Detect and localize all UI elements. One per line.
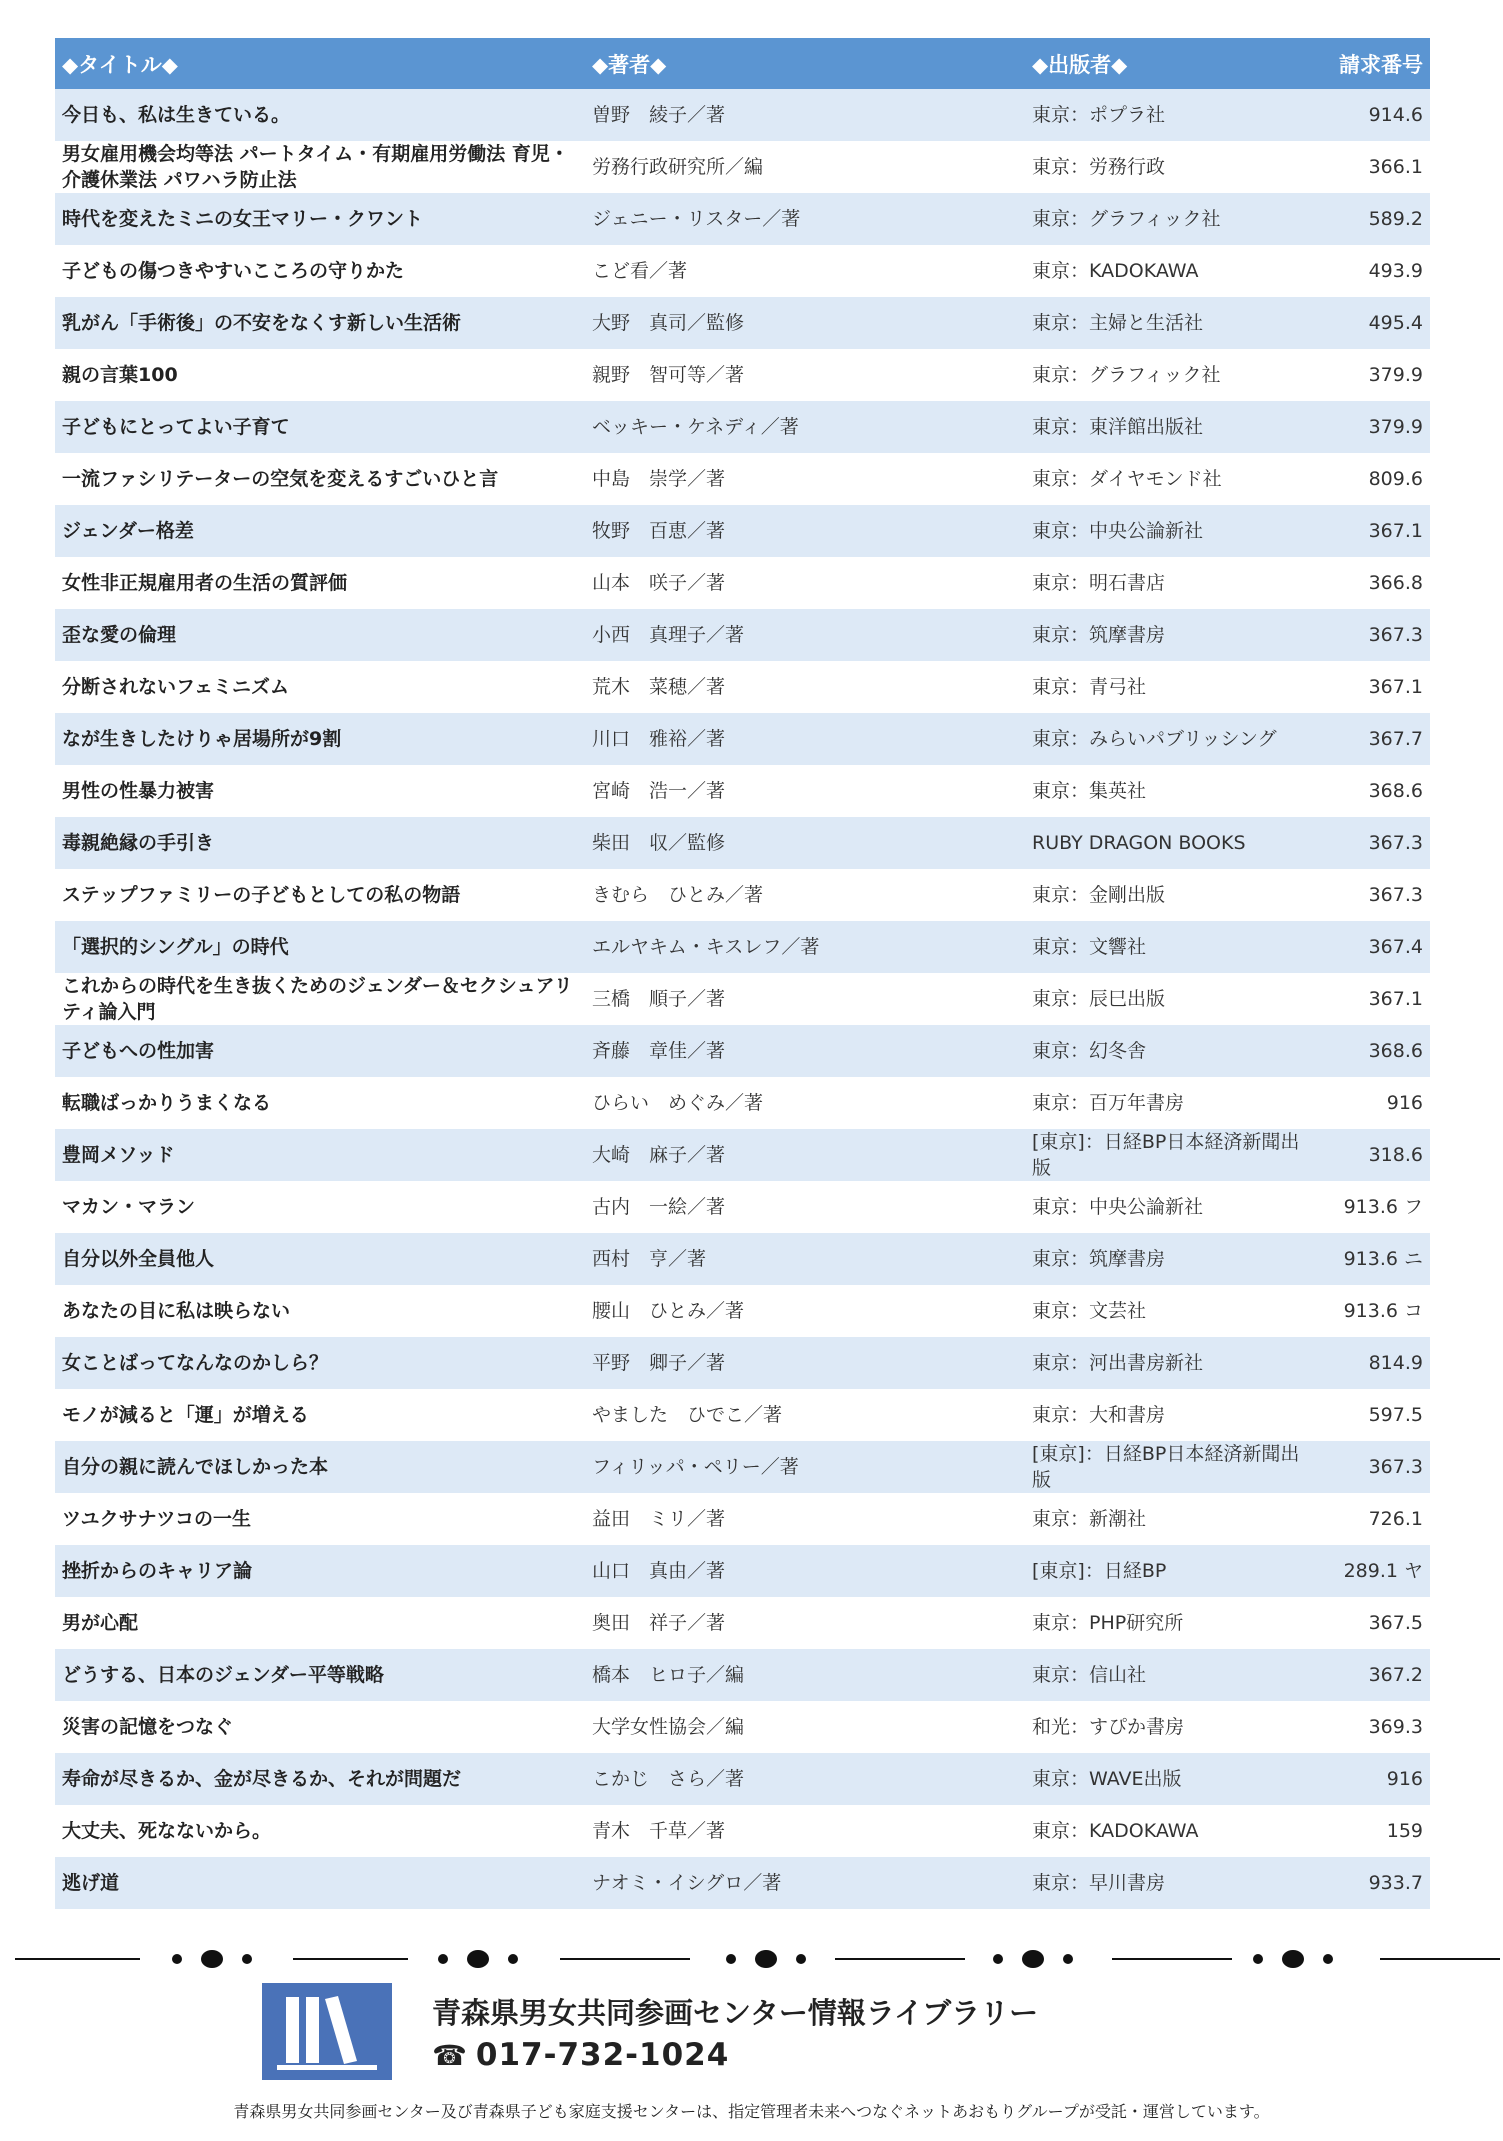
table-row [55, 557, 1430, 609]
cell-author: 荒木 菜穂／著 [585, 661, 1025, 713]
cell-title: 毒親絶縁の手引き [55, 817, 585, 869]
cell-publisher: 東京：労務行政 [1025, 141, 1320, 193]
cell-publisher: 東京：中央公論新社 [1025, 1181, 1320, 1233]
cell-title: 一流ファシリテーターの空気を変えるすごいひと言 [55, 453, 585, 505]
cell-call: 368.6 [1320, 1025, 1430, 1077]
cell-publisher: 東京：KADOKAWA [1025, 245, 1320, 297]
cell-title: 親の言葉100 [55, 349, 585, 401]
book-list-table [55, 38, 1430, 1909]
cell-call: 814.9 [1320, 1337, 1430, 1389]
table-body [55, 89, 1430, 1909]
table-row [55, 297, 1430, 349]
cell-call: 369.3 [1320, 1701, 1430, 1753]
cell-call: 379.9 [1320, 349, 1430, 401]
table-row [55, 1753, 1430, 1805]
cell-author: 川口 雅裕／著 [585, 713, 1025, 765]
table-row [55, 1649, 1430, 1701]
cell-author: 宮崎 浩一／著 [585, 765, 1025, 817]
cell-publisher: [東京]：日経BP [1025, 1545, 1320, 1597]
cell-title: 自分以外全員他人 [55, 1233, 585, 1285]
cell-title: 自分の親に読んでほしかった本 [55, 1441, 585, 1493]
cell-title: 時代を変えたミニの女王マリー・クワント [55, 193, 585, 245]
cell-author: ひらい めぐみ／著 [585, 1077, 1025, 1129]
cell-title: 男性の性暴力被害 [55, 765, 585, 817]
cell-publisher: 東京：主婦と生活社 [1025, 297, 1320, 349]
cell-author: 橋本 ヒロ子／編 [585, 1649, 1025, 1701]
cell-title: 乳がん「手術後」の不安をなくす新しい生活術 [55, 297, 585, 349]
cell-call: 589.2 [1320, 193, 1430, 245]
cell-publisher: 東京：WAVE出版 [1025, 1753, 1320, 1805]
operator-note: 青森県男女共同参画センター及び青森県子ども家庭支援センターは、指定管理者未来へつなぐネットあおもりグループが受託・運営しています。 [233, 2102, 1270, 2121]
cell-author: 青木 千草／著 [585, 1805, 1025, 1857]
table-row [55, 1129, 1430, 1181]
cell-author: 大学女性協会／編 [585, 1701, 1025, 1753]
table-row [55, 401, 1430, 453]
cell-call: 913.6 ニ [1320, 1233, 1430, 1285]
table-row [55, 973, 1430, 1025]
table-row [55, 765, 1430, 817]
cell-author: 腰山 ひとみ／著 [585, 1285, 1025, 1337]
table-row [55, 1493, 1430, 1545]
cell-title: 子どもにとってよい子育て [55, 401, 585, 453]
cell-call: 367.3 [1320, 817, 1430, 869]
cell-publisher: [東京]：日経BP日本経済新聞出版 [1025, 1129, 1320, 1181]
cell-author: ナオミ・イシグロ／著 [585, 1857, 1025, 1909]
table-row [55, 713, 1430, 765]
cell-call: 318.6 [1320, 1129, 1430, 1181]
cell-call: 367.4 [1320, 921, 1430, 973]
cell-publisher: 東京：筑摩書房 [1025, 609, 1320, 661]
cell-call: 367.7 [1320, 713, 1430, 765]
cell-title: 子どもへの性加害 [55, 1025, 585, 1077]
table-row [55, 349, 1430, 401]
phone-icon: ☎ [432, 2039, 468, 2072]
cell-author: やました ひでこ／著 [585, 1389, 1025, 1441]
cell-author: ジェニー・リスター／著 [585, 193, 1025, 245]
cell-call: 379.9 [1320, 401, 1430, 453]
header-row [55, 38, 1430, 89]
cell-call: 916 [1320, 1077, 1430, 1129]
cell-author: 益田 ミリ／著 [585, 1493, 1025, 1545]
cell-call: 913.6 フ [1320, 1181, 1430, 1233]
cell-title: 挫折からのキャリア論 [55, 1545, 585, 1597]
table-row [55, 817, 1430, 869]
cell-author: 山本 咲子／著 [585, 557, 1025, 609]
table-row [55, 1337, 1430, 1389]
cell-publisher: 東京：PHP研究所 [1025, 1597, 1320, 1649]
cell-call: 289.1 ヤ [1320, 1545, 1430, 1597]
cell-author: 大崎 麻子／著 [585, 1129, 1025, 1181]
cell-author: 山口 真由／著 [585, 1545, 1025, 1597]
cell-title: 分断されないフェミニズム [55, 661, 585, 713]
table-row [55, 1857, 1430, 1909]
table-row [55, 1597, 1430, 1649]
cell-publisher: 東京：ポプラ社 [1025, 89, 1320, 141]
cell-publisher: 東京：大和書房 [1025, 1389, 1320, 1441]
cell-title: なが生きしたけりゃ居場所が9割 [55, 713, 585, 765]
cell-author: 小西 真理子／著 [585, 609, 1025, 661]
cell-title: どうする、日本のジェンダー平等戦略 [55, 1649, 585, 1701]
cell-title: ジェンダー格差 [55, 505, 585, 557]
cell-title: 転職ばっかりうまくなる [55, 1077, 585, 1129]
cell-publisher: 東京：集英社 [1025, 765, 1320, 817]
cell-call: 367.1 [1320, 505, 1430, 557]
header-publisher: ◆出版者◆ [1025, 38, 1320, 89]
cell-author: 大野 真司／監修 [585, 297, 1025, 349]
table-row [55, 1233, 1430, 1285]
cell-call: 367.3 [1320, 1441, 1430, 1493]
cell-call: 726.1 [1320, 1493, 1430, 1545]
cell-author: 中島 崇学／著 [585, 453, 1025, 505]
cell-author: 斉藤 章佳／著 [585, 1025, 1025, 1077]
cell-title: 災害の記憶をつなぐ [55, 1701, 585, 1753]
cell-author: エルヤキム・キスレフ／著 [585, 921, 1025, 973]
cell-call: 495.4 [1320, 297, 1430, 349]
cell-publisher: 東京：ダイヤモンド社 [1025, 453, 1320, 505]
cell-title: 逃げ道 [55, 1857, 585, 1909]
cell-title: 歪な愛の倫理 [55, 609, 585, 661]
cell-title: マカン・マラン [55, 1181, 585, 1233]
table-row [55, 245, 1430, 297]
cell-title: 今日も、私は生きている。 [55, 89, 585, 141]
cell-call: 367.2 [1320, 1649, 1430, 1701]
table-header [55, 38, 1430, 89]
cell-title: あなたの目に私は映らない [55, 1285, 585, 1337]
cell-publisher: RUBY DRAGON BOOKS [1025, 817, 1320, 869]
header-call-number: 請求番号 [1320, 38, 1430, 89]
cell-author: こかじ さら／著 [585, 1753, 1025, 1805]
cell-publisher: 東京：信山社 [1025, 1649, 1320, 1701]
cell-call: 367.3 [1320, 609, 1430, 661]
cell-title: 女性非正規雇用者の生活の質評価 [55, 557, 585, 609]
cell-publisher: 東京：グラフィック社 [1025, 193, 1320, 245]
cell-publisher: 和光：すぴか書房 [1025, 1701, 1320, 1753]
table-row [55, 505, 1430, 557]
cell-publisher: 東京：青弓社 [1025, 661, 1320, 713]
cell-publisher: 東京：東洋館出版社 [1025, 401, 1320, 453]
cell-publisher: 東京：金剛出版 [1025, 869, 1320, 921]
table-row [55, 1077, 1430, 1129]
cell-publisher: 東京：中央公論新社 [1025, 505, 1320, 557]
table-row [55, 1441, 1430, 1493]
cell-publisher: 東京：明石書店 [1025, 557, 1320, 609]
cell-publisher: 東京：辰巳出版 [1025, 973, 1320, 1025]
cell-call: 913.6 コ [1320, 1285, 1430, 1337]
table-row [55, 609, 1430, 661]
table-row [55, 1285, 1430, 1337]
cell-title: ツユクサナツコの一生 [55, 1493, 585, 1545]
cell-title: 「選択的シングル」の時代 [55, 921, 585, 973]
cell-call: 914.6 [1320, 89, 1430, 141]
cell-author: 古内 一絵／著 [585, 1181, 1025, 1233]
library-phone [432, 2037, 729, 2073]
table-row [55, 1025, 1430, 1077]
cell-title: 豊岡メソッド [55, 1129, 585, 1181]
table-row [55, 1545, 1430, 1597]
cell-call: 367.5 [1320, 1597, 1430, 1649]
cell-author: こど看／著 [585, 245, 1025, 297]
table-row [55, 1181, 1430, 1233]
cell-author: 柴田 収／監修 [585, 817, 1025, 869]
cell-author: 奥田 祥子／著 [585, 1597, 1025, 1649]
cell-publisher: [東京]：日経BP日本経済新聞出版 [1025, 1441, 1320, 1493]
table-row [55, 1389, 1430, 1441]
cell-title: 子どもの傷つきやすいこころの守りかた [55, 245, 585, 297]
cell-call: 367.1 [1320, 661, 1430, 713]
cell-call: 368.6 [1320, 765, 1430, 817]
cell-title: ステップファミリーの子どもとしての私の物語 [55, 869, 585, 921]
cell-publisher: 東京：河出書房新社 [1025, 1337, 1320, 1389]
table-row [55, 1805, 1430, 1857]
cell-publisher: 東京：早川書房 [1025, 1857, 1320, 1909]
cell-title: 女ことばってなんなのかしら？ [55, 1337, 585, 1389]
cell-title: 男が心配 [55, 1597, 585, 1649]
cell-call: 159 [1320, 1805, 1430, 1857]
dotted-divider [0, 1944, 1503, 1974]
cell-call: 366.1 [1320, 141, 1430, 193]
cell-author: 西村 亨／著 [585, 1233, 1025, 1285]
cell-author: 曽野 綾子／著 [585, 89, 1025, 141]
cell-title: これからの時代を生き抜くためのジェンダー＆セクシュアリティ論入門 [55, 973, 585, 1025]
library-logo-icon [262, 1983, 392, 2080]
cell-publisher: 東京：新潮社 [1025, 1493, 1320, 1545]
cell-author: 三橋 順子／著 [585, 973, 1025, 1025]
header-title: ◆タイトル◆ [55, 38, 585, 89]
table-row [55, 869, 1430, 921]
phone-number: 017-732-1024 [475, 2037, 730, 2073]
cell-author: ベッキー・ケネディ／著 [585, 401, 1025, 453]
cell-title: モノが減ると「運」が増える [55, 1389, 585, 1441]
table-row [55, 921, 1430, 973]
cell-publisher: 東京：文響社 [1025, 921, 1320, 973]
cell-call: 367.1 [1320, 973, 1430, 1025]
table-row [55, 661, 1430, 713]
cell-title: 男女雇用機会均等法 パートタイム・有期雇用労働法 育児・介護休業法 パワハラ防止法 [55, 141, 585, 193]
table-row [55, 453, 1430, 505]
cell-call: 809.6 [1320, 453, 1430, 505]
header-author: ◆著者◆ [585, 38, 1025, 89]
cell-call: 597.5 [1320, 1389, 1430, 1441]
table-row [55, 1701, 1430, 1753]
cell-publisher: 東京：グラフィック社 [1025, 349, 1320, 401]
cell-call: 916 [1320, 1753, 1430, 1805]
library-name: 青森県男女共同参画センター情報ライブラリー [432, 1996, 1039, 2030]
cell-publisher: 東京：百万年書房 [1025, 1077, 1320, 1129]
cell-publisher: 東京：幻冬舎 [1025, 1025, 1320, 1077]
cell-call: 933.7 [1320, 1857, 1430, 1909]
table-row [55, 141, 1430, 193]
cell-call: 493.9 [1320, 245, 1430, 297]
cell-publisher: 東京：KADOKAWA [1025, 1805, 1320, 1857]
cell-title: 大丈夫、死なないから。 [55, 1805, 585, 1857]
cell-author: 牧野 百恵／著 [585, 505, 1025, 557]
cell-publisher: 東京：筑摩書房 [1025, 1233, 1320, 1285]
table-row [55, 193, 1430, 245]
cell-author: 平野 卿子／著 [585, 1337, 1025, 1389]
cell-publisher: 東京：文芸社 [1025, 1285, 1320, 1337]
cell-author: 親野 智可等／著 [585, 349, 1025, 401]
cell-publisher: 東京：みらいパブリッシング [1025, 713, 1320, 765]
cell-author: きむら ひとみ／著 [585, 869, 1025, 921]
cell-author: 労務行政研究所／編 [585, 141, 1025, 193]
cell-title: 寿命が尽きるか、金が尽きるか、それが問題だ [55, 1753, 585, 1805]
cell-call: 367.3 [1320, 869, 1430, 921]
cell-call: 366.8 [1320, 557, 1430, 609]
table-row [55, 89, 1430, 141]
cell-author: フィリッパ・ペリー／著 [585, 1441, 1025, 1493]
